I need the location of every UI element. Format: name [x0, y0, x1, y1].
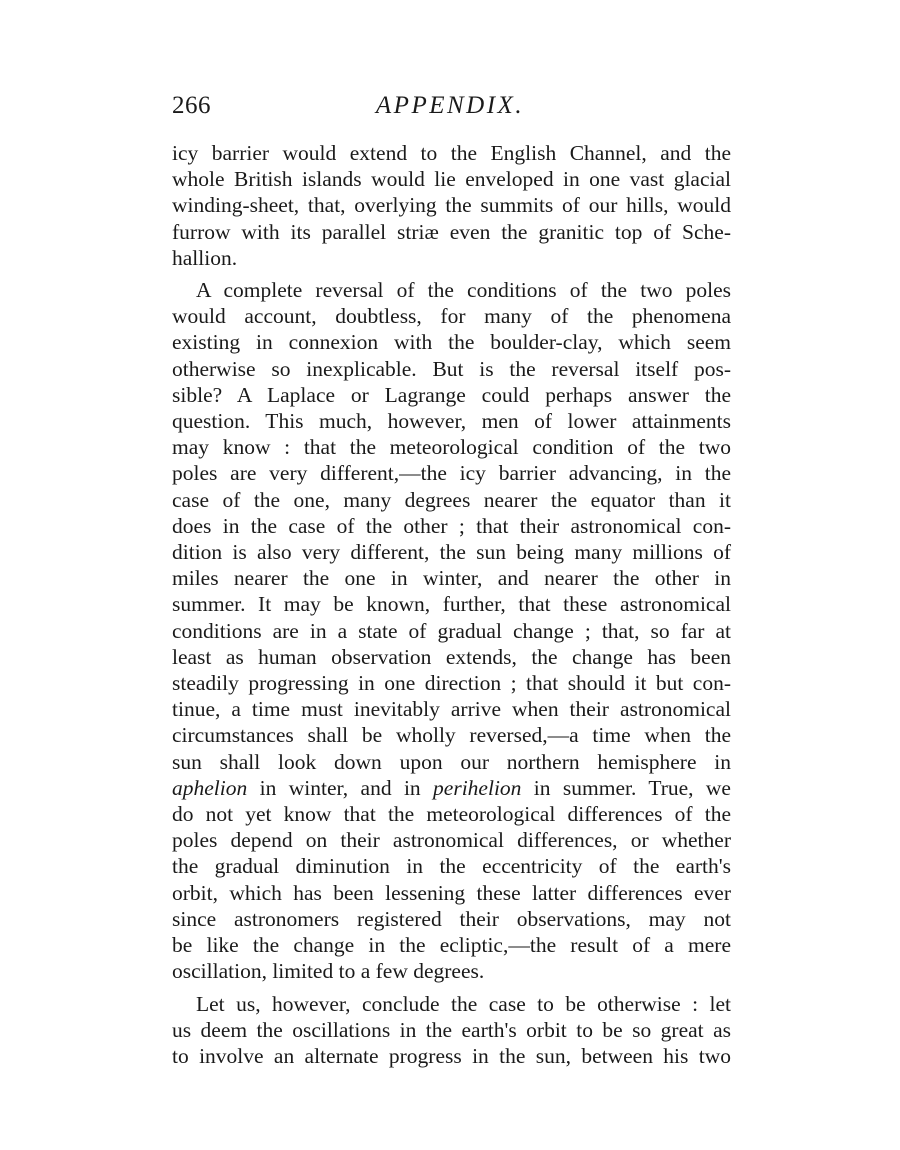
text-line: case of the one, many degrees nearer the equator than it [172, 487, 731, 512]
text-line: us deem the oscillations in the earth's orbit to be so great as [172, 1017, 731, 1042]
text-fragment: in winter, and in [247, 775, 434, 800]
text-line: question. This much, however, men of lower attainments [172, 409, 731, 434]
paragraph-3 [172, 991, 731, 1070]
text-line: Let us, however, conclude the case to be otherwise : let [196, 991, 731, 1016]
text-line: do not yet know that the meteorological differences of the [172, 802, 731, 827]
italic-term-perihelion: perihelion [433, 775, 522, 800]
text-line: steadily progressing in one direction ; that should it but con- [172, 671, 731, 696]
text-line: to involve an alternate progress in the sun, between his two [172, 1043, 731, 1068]
text-line: the gradual diminution in the eccentricity of the earth's [172, 854, 731, 879]
text-line: may know : that the meteorological condition of the two [172, 435, 731, 460]
text-fragment: in summer. True, we [521, 775, 731, 800]
text-line: conditions are in a state of gradual change ; that, so far at [172, 618, 731, 643]
text-line: whole British islands would lie enveloped in one vast glacial [172, 167, 731, 192]
text-line: would account, doubtless, for many of the phenomena [172, 304, 731, 329]
text-line: otherwise so inexplicable. But is the reversal itself pos- [172, 356, 731, 381]
text-line: oscillation, limited to a few degrees. [172, 959, 485, 984]
paragraph-2 [172, 277, 731, 984]
text-line: furrow with its parallel striæ even the granitic top of Sche- [172, 219, 731, 244]
text-line: be like the change in the ecliptic,—the result of a mere [172, 933, 731, 958]
text-line: icy barrier would extend to the English Channel, and the [172, 141, 731, 165]
text-line: dition is also very different, the sun being many millions of [172, 540, 731, 565]
text-line: winding-sheet, that, overlying the summits of our hills, would [172, 193, 731, 218]
text-line: sun shall look down upon our northern hemisphere in [172, 749, 731, 774]
text-line: does in the case of the other ; that their astronomical con- [172, 513, 731, 538]
running-head: APPENDIX. [375, 92, 525, 119]
text-line: miles nearer the one in winter, and nearer the other in [172, 566, 731, 591]
text-line: A complete reversal of the conditions of the two poles [196, 278, 731, 303]
page-number: 266 [172, 92, 211, 119]
text-line: since astronomers registered their observations, may not [172, 906, 731, 931]
text-line: existing in connexion with the boulder-clay, which seem [172, 330, 731, 355]
text-line: hallion. [172, 245, 238, 270]
paragraph-1 [172, 140, 731, 271]
text-line: sible? A Laplace or Lagrange could perhaps answer the [172, 382, 731, 407]
text-line: poles are very different,—the icy barrier advancing, in the [172, 461, 731, 486]
text-line: orbit, which has been lessening these latter differences ever [172, 880, 731, 905]
text-line: summer. It may be known, further, that these astronomical [172, 592, 731, 617]
text-line: circumstances shall be wholly reversed,—a time when the [172, 723, 731, 748]
text-line: tinue, a time must inevitably arrive when their astronomical [172, 697, 731, 722]
body-text [172, 140, 731, 1069]
text-line: poles depend on their astronomical differences, or whether [172, 828, 731, 853]
text-line-with-italics [172, 775, 731, 801]
text-line: least as human observation extends, the change has been [172, 644, 731, 669]
italic-term-aphelion: aphelion [172, 775, 248, 800]
